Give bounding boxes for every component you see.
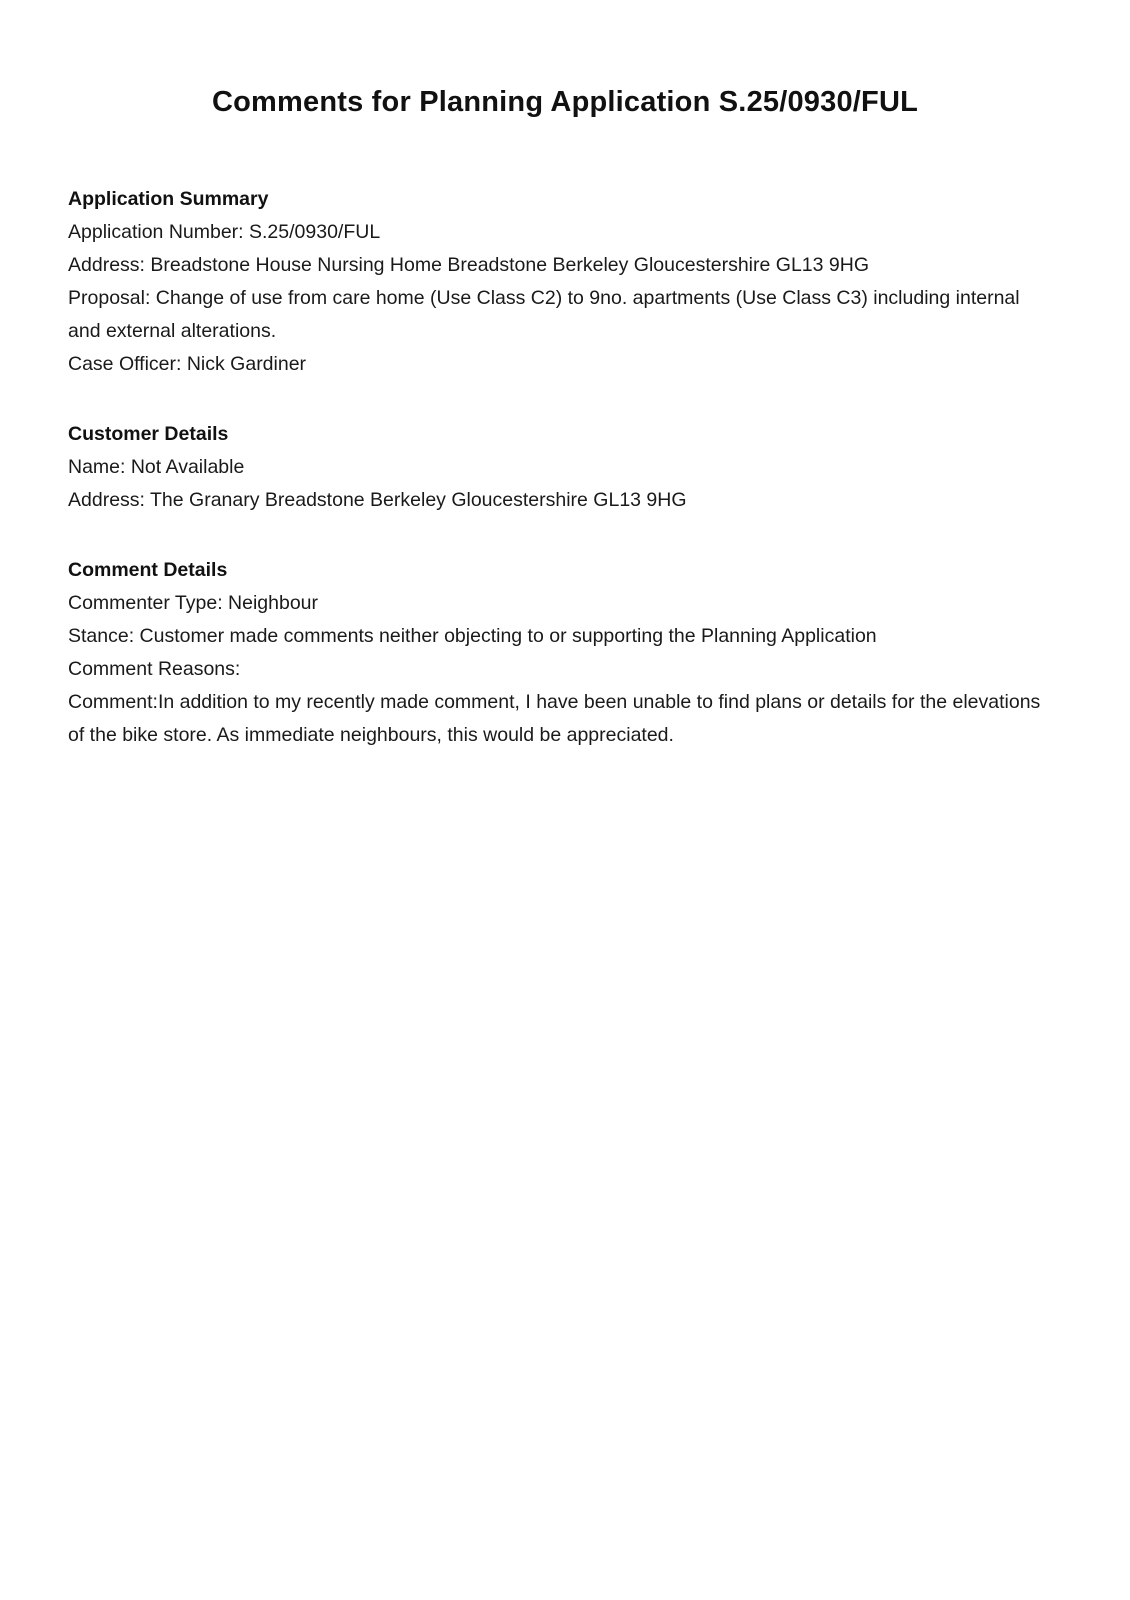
- comment-text-line: Comment:In addition to my recently made comment, I have been unable to find plans or details for the elevations of the bike store. As immediate neighbours, this would be appreciated.: [68, 691, 1041, 746]
- commenter-type-line: Commenter Type: Neighbour: [68, 592, 319, 614]
- section-heading-customer-details: Customer Details: [68, 423, 229, 445]
- application-address-line: Address: Breadstone House Nursing Home Breadstone Berkeley Gloucestershire GL13 9HG: [68, 254, 869, 276]
- stance-line: Stance: Customer made comments neither objecting to or supporting the Planning Application: [68, 625, 877, 647]
- page-title: Comments for Planning Application S.25/0930/FUL: [211, 86, 919, 118]
- section-application-summary: [68, 183, 1062, 381]
- application-number-line: Application Number: S.25/0930/FUL: [68, 221, 381, 243]
- comment-reasons-line: Comment Reasons:: [68, 658, 241, 680]
- section-comment-details: [68, 554, 1062, 752]
- customer-address-line: Address: The Granary Breadstone Berkeley Gloucestershire GL13 9HG: [68, 489, 687, 511]
- section-heading-comment-details: Comment Details: [68, 559, 228, 581]
- document-content: [68, 183, 1062, 752]
- customer-name-line: Name: Not Available: [68, 456, 245, 478]
- section-heading-application-summary: Application Summary: [68, 188, 269, 210]
- section-customer-details: [68, 418, 1062, 517]
- case-officer-line: Case Officer: Nick Gardiner: [68, 353, 307, 375]
- application-proposal-line: Proposal: Change of use from care home (Use Class C2) to 9no. apartments (Use Class C3) including internal and external alterations.: [68, 287, 1020, 342]
